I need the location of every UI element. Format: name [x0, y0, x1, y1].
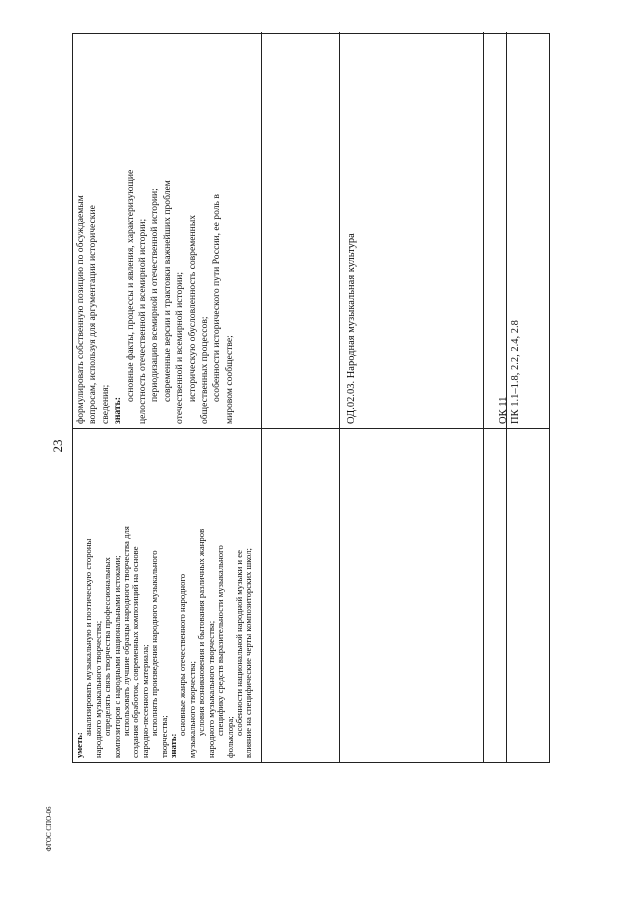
competencies-cell — [483, 32, 551, 428]
page-number: 23 — [50, 439, 65, 453]
discipline-cell — [339, 32, 483, 428]
text-line: влияние на специфические черты композиторских школ; — [243, 548, 254, 758]
text-line: вопросам, используя для аргументации исторические — [87, 205, 99, 424]
lower-text-cell — [73, 429, 261, 762]
text-line: народного музыкального творчества; — [92, 620, 103, 758]
text-line: формулировать собственную позицию по обсуждаемым — [75, 195, 86, 424]
text-line: периодизацию всемирной и отечественной истории; — [149, 188, 161, 402]
competency-codes: ОК 11 ПК 1.1–1.8, 2.2, 2.4, 2.8 — [497, 320, 521, 424]
text-line: исполнять произведения народного музыкального — [149, 550, 160, 736]
competency-table-rotated — [72, 33, 550, 763]
text-line: музыкального творчества; — [186, 661, 197, 758]
text-line: мировом сообществе; — [223, 335, 235, 424]
column-divider-1 — [261, 32, 262, 762]
text-line: условия возникновения и бытования различных жанров — [196, 528, 207, 736]
text-line: использовать лучшие образцы народного творчества для — [121, 526, 132, 736]
text-line: композиторов с народными национальными истоками; — [111, 555, 122, 758]
text-line: фольклора; — [224, 716, 235, 758]
text-line: особенности национальной народной музыки и ее — [233, 550, 244, 736]
text-line: основные факты, процессы и явления, характеризующие — [124, 169, 136, 402]
text-line: общественных процессов; — [199, 316, 211, 424]
section-label: уметь: — [74, 732, 84, 758]
section-label: знать: — [112, 397, 124, 424]
text-line: специфику средств выразительности музыкального — [215, 545, 226, 736]
discipline-name: ОД.02.03. Народная музыкальная культура — [346, 233, 357, 424]
text-line: целостность отечественной и всемирной истории; — [137, 218, 149, 424]
section-label: знать: — [168, 733, 179, 758]
competency-table — [72, 33, 550, 763]
text-line: современные версии и трактовки важнейших проблем — [161, 180, 173, 402]
text-line: отечественной и всемирной истории; — [174, 271, 186, 424]
footer-code: ФГОС СПО-06 — [45, 806, 53, 852]
text-line: основные жанры отечественного народного — [177, 573, 188, 736]
upper-text-cell — [73, 32, 261, 428]
text-line: анализировать музыкальную и поэтическую стороны — [83, 538, 94, 736]
text-line: сведения; — [99, 384, 111, 424]
text-line: народного музыкального творчества; — [205, 620, 216, 758]
text-line: создания обработок, современных композиций на основе — [130, 546, 141, 758]
text-line: определять связь творчества профессиональных — [102, 557, 113, 736]
text-line: историческую обусловленность современных — [186, 214, 198, 402]
text-line: творчества; — [158, 715, 169, 758]
text-line: особенности исторического пути России, ее роль в — [211, 194, 223, 402]
text-line: народно-песенного материала; — [139, 644, 150, 758]
